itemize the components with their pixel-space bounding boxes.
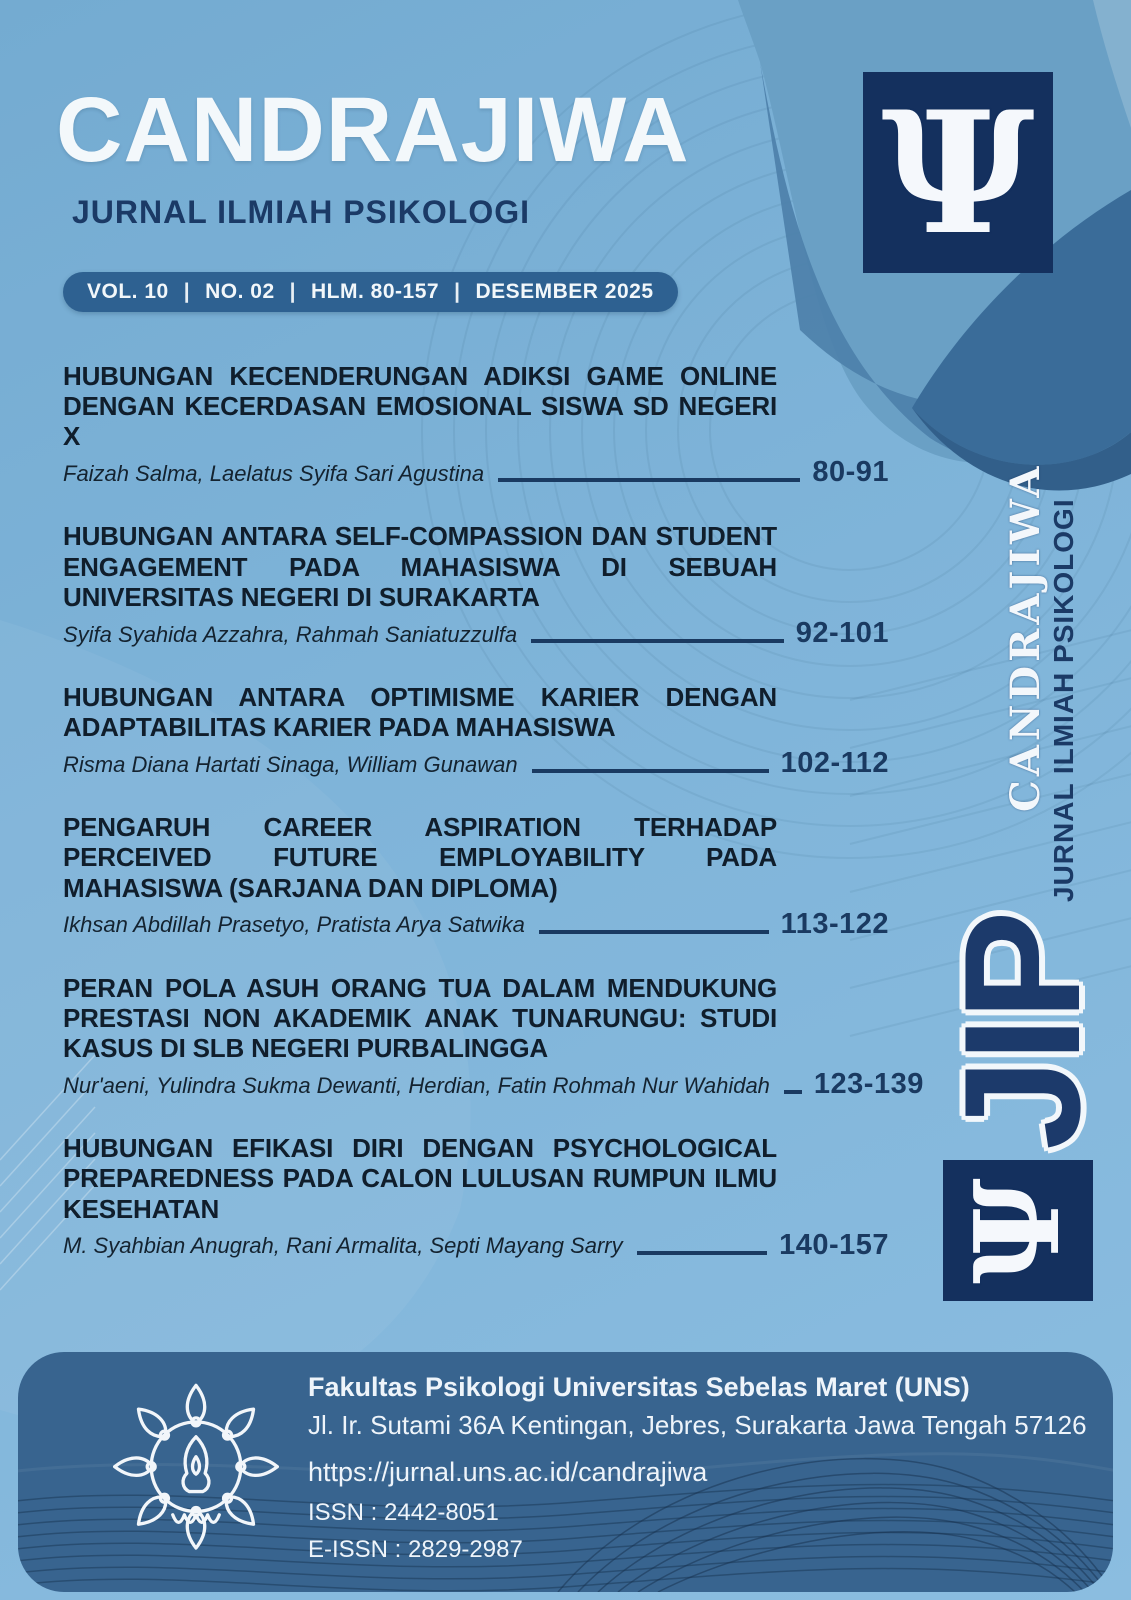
- article-pages[interactable]: 123-139: [813, 1068, 924, 1101]
- toc-article-5: [63, 972, 924, 1101]
- leader-line: [498, 478, 800, 482]
- article-meta: [63, 616, 889, 649]
- footer-faculty: Fakultas Psikologi Universitas Sebelas Maret (UNS): [308, 1372, 970, 1402]
- article-authors: Risma Diana Hartati Sinaga, William Gunawan: [63, 751, 518, 777]
- psi-logo-top: [863, 72, 1053, 273]
- sidebar-abbreviation-vertical: JIP: [930, 914, 1114, 1150]
- leader-line: [637, 1251, 767, 1255]
- psi-logo-bottom: [943, 1160, 1093, 1301]
- article-authors: M. Syahbian Anugrah, Rani Armalita, Septi Mayang Sarry: [63, 1233, 623, 1259]
- footer-eissn: E-ISSN : 2829-2987: [308, 1536, 523, 1563]
- article-title[interactable]: PENGARUH CAREER ASPIRATION TERHADAP PERCEIVED FUTURE EMPLOYABILITY PADA MAHASISWA (SARJANA DAN DIPLOMA): [63, 812, 777, 903]
- table-of-contents: [63, 361, 924, 1294]
- article-meta: [63, 749, 889, 778]
- toc-article-3: [63, 682, 889, 778]
- article-pages[interactable]: 92-101: [795, 616, 889, 649]
- badge-item-volume: VOL. 10: [87, 280, 169, 303]
- toc-article-4: [63, 812, 889, 938]
- badge-item-number: NO. 02: [205, 280, 275, 303]
- uns-logo: [113, 1380, 279, 1560]
- article-authors: Nur'aeni, Yulindra Sukma Dewanti, Herdian, Fatin Rohmah Nur Wahidah: [63, 1072, 770, 1098]
- footer-address: Jl. Ir. Sutami 36A Kentingan, Jebres, Surakarta Jawa Tengah 57126: [308, 1410, 1087, 1440]
- article-authors: Faizah Salma, Laelatus Syifa Sari Agustina: [63, 461, 485, 487]
- toc-article-2: [63, 521, 889, 647]
- article-pages[interactable]: 113-122: [780, 907, 889, 940]
- journal-subtitle: JURNAL ILMIAH PSIKOLOGI: [72, 194, 530, 230]
- article-meta: [63, 458, 889, 487]
- badge-separator: |: [454, 280, 461, 303]
- sidebar-journal-subtitle-vertical: JURNAL ILMIAH PSIKOLOGI: [1048, 498, 1079, 902]
- badge-separator: |: [183, 280, 191, 303]
- leader-line: [784, 1090, 802, 1094]
- article-meta: [63, 1068, 924, 1101]
- footer-text: [308, 1372, 1087, 1564]
- article-title[interactable]: HUBUNGAN KECENDERUNGAN ADIKSI GAME ONLINE DENGAN KECERDASAN EMOSIONAL SISWA SD NEGERI X: [63, 361, 777, 452]
- footer-url[interactable]: https://jurnal.uns.ac.id/candrajiwa: [308, 1457, 708, 1487]
- toc-article-1: [63, 361, 889, 487]
- journal-title: CANDRAJIWA: [56, 79, 690, 181]
- footer-issn: ISSN : 2442-8051: [308, 1499, 499, 1526]
- article-meta: [63, 1228, 889, 1261]
- article-meta: [63, 907, 889, 940]
- toc-article-6: [63, 1133, 889, 1259]
- article-pages[interactable]: 102-112: [780, 747, 889, 780]
- article-pages[interactable]: 80-91: [812, 456, 889, 489]
- psi-icon: Ψ: [949, 1177, 1086, 1284]
- leader-line: [532, 769, 769, 773]
- article-title[interactable]: HUBUNGAN ANTARA OPTIMISME KARIER DENGAN ADAPTABILITAS KARIER PADA MAHASISWA: [63, 681, 777, 743]
- psi-icon: Ψ: [881, 73, 1035, 272]
- badge-item-pages: HLM. 80-157: [311, 280, 440, 303]
- article-title[interactable]: HUBUNGAN EFIKASI DIRI DENGAN PSYCHOLOGICAL PREPAREDNESS PADA CALON LULUSAN RUMPUN ILMU KESEHATAN: [63, 1133, 777, 1224]
- article-authors: Syifa Syahida Azzahra, Rahmah Saniatuzzulfa: [63, 621, 518, 647]
- badge-item-date: DESEMBER 2025: [475, 280, 654, 303]
- article-title[interactable]: HUBUNGAN ANTARA SELF-COMPASSION DAN STUDENT ENGAGEMENT PADA MAHASISWA DI SEBUAH UNIVERSITAS NEGERI DI SURAKARTA: [63, 521, 777, 612]
- sidebar-journal-name-vertical: CANDRAJIWA: [1002, 462, 1049, 812]
- badge-separator: |: [289, 280, 297, 303]
- volume-badge: [63, 272, 678, 312]
- leader-line: [539, 930, 769, 934]
- article-pages[interactable]: 140-157: [779, 1228, 889, 1261]
- leader-line: [531, 639, 784, 643]
- article-title[interactable]: PERAN POLA ASUH ORANG TUA DALAM MENDUKUNG PRESTASI NON AKADEMIK ANAK TUNARUNGU: STUDI KASUS DI SLB NEGERI PURBALINGGA: [63, 972, 777, 1064]
- article-authors: Ikhsan Abdillah Prasetyo, Pratista Arya Satwika: [63, 912, 525, 938]
- footer: [18, 1352, 1113, 1592]
